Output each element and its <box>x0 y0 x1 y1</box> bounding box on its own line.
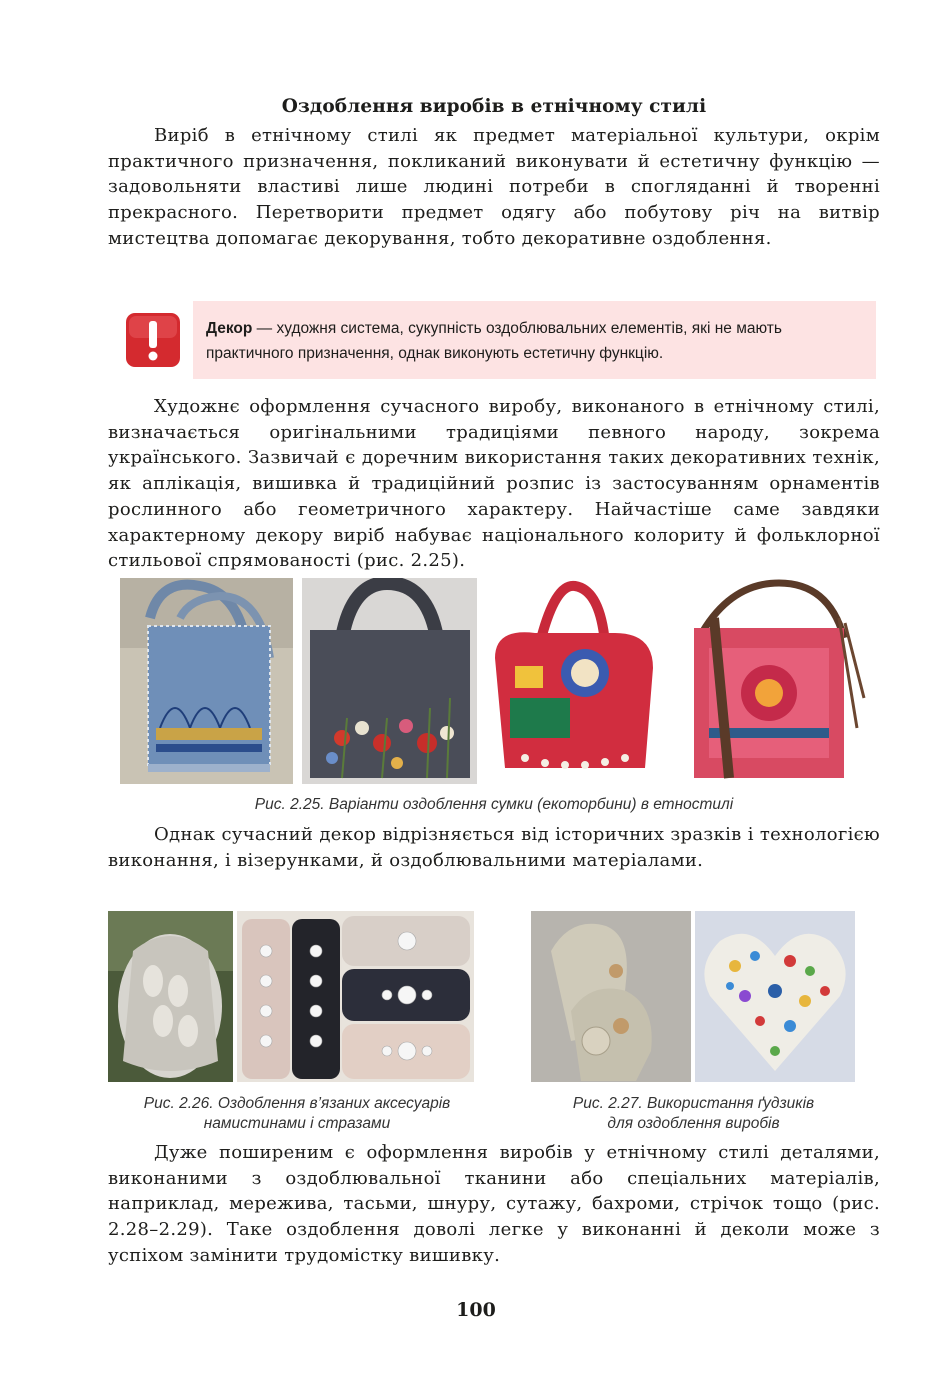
figure-2-26-caption-line1: Рис. 2.26. Оздоблення в’язаних аксесуарів <box>143 1095 451 1112</box>
page-number: 100 <box>456 1299 496 1321</box>
bag-photo-leather-fringe <box>669 578 867 784</box>
paragraph-ethnic-design: Художнє оформлення сучасного виробу, виконаного в етнічному стилі, визначається оригінальними традиціями певного народу, зокрема українського. Зазвичай є доречним використання таких декоративних технік, як аплікація, вишивка й традиційний розпис із застосуванням орнаментів рослинного або геометричного характеру. Найчастіше саме завдяки характерному декору виріб набуває національного колориту й фольклорної стильової спрямованості (рис. 2.25). <box>108 396 880 572</box>
figure-2-27-caption-line1: Рис. 2.27. Використання ґудзиків <box>572 1095 815 1112</box>
figure-2-27-caption-line2: для оздоблення виробів <box>607 1115 780 1132</box>
definition-note <box>193 301 876 379</box>
bag-photo-denim <box>120 578 293 784</box>
paragraph-intro: Виріб в етнічному стилі як предмет матеріальної культури, окрім практичного призначення, покликаний виконувати й естетичну функцію — задовольняти властиві лише людині потреби в спогляданні й творенні прекрасного. Перетворити предмет одягу або побутову річ на витвір мистецтва допомагає декорування, тобто декоративне оздоблення. <box>108 125 880 249</box>
bag-photo-flowers <box>302 578 477 784</box>
knitted-mittens-photo <box>531 911 691 1082</box>
page-content-2 <box>108 394 880 574</box>
page-content-4 <box>108 1140 880 1269</box>
figure-2-26-caption <box>104 1094 490 1134</box>
note-term: Декор <box>206 320 253 337</box>
page-title: Оздоблення виробів в етнічному стилі <box>281 96 707 117</box>
figure-2-26-caption-line2: намистинами і стразами <box>203 1115 391 1132</box>
paragraph-trim-details: Дуже поширеним є оформлення виробів у етнічному стилі деталями, виконаними з оздоблювальної тканини або спеціальних матеріалів, наприклад, мережива, тасьми, шнуру, сутажу, бахроми, стрічок тощо (рис. 2.28–2.29). Таке оздоблення доволі легке у виконанні й деколи може з успіхом замінити трудомістку вишивку. <box>108 1142 880 1266</box>
knitted-headband-photo <box>108 911 233 1082</box>
page-content <box>108 96 880 252</box>
exclamation-icon <box>125 312 181 368</box>
button-heart-photo <box>695 911 855 1082</box>
bag-photo-red-ornament <box>485 578 660 784</box>
page-content-3 <box>108 822 880 873</box>
figure-2-25-caption: Рис. 2.25. Варіанти оздоблення сумки (екоторбини) в етностилі <box>254 796 734 813</box>
note-text <box>206 316 866 366</box>
paragraph-modern-decor: Однак сучасний декор відрізняється від історичних зразків і технологією виконання, і візерунками, й оздоблювальними матеріалами. <box>108 824 880 871</box>
rhinestone-headbands-photo <box>237 911 474 1082</box>
note-definition: — художня система, сукупність оздоблювальних елементів, які не мають практичного призначення, однак виконують естетичну функцію. <box>206 320 782 362</box>
figure-2-27-caption <box>530 1094 857 1134</box>
